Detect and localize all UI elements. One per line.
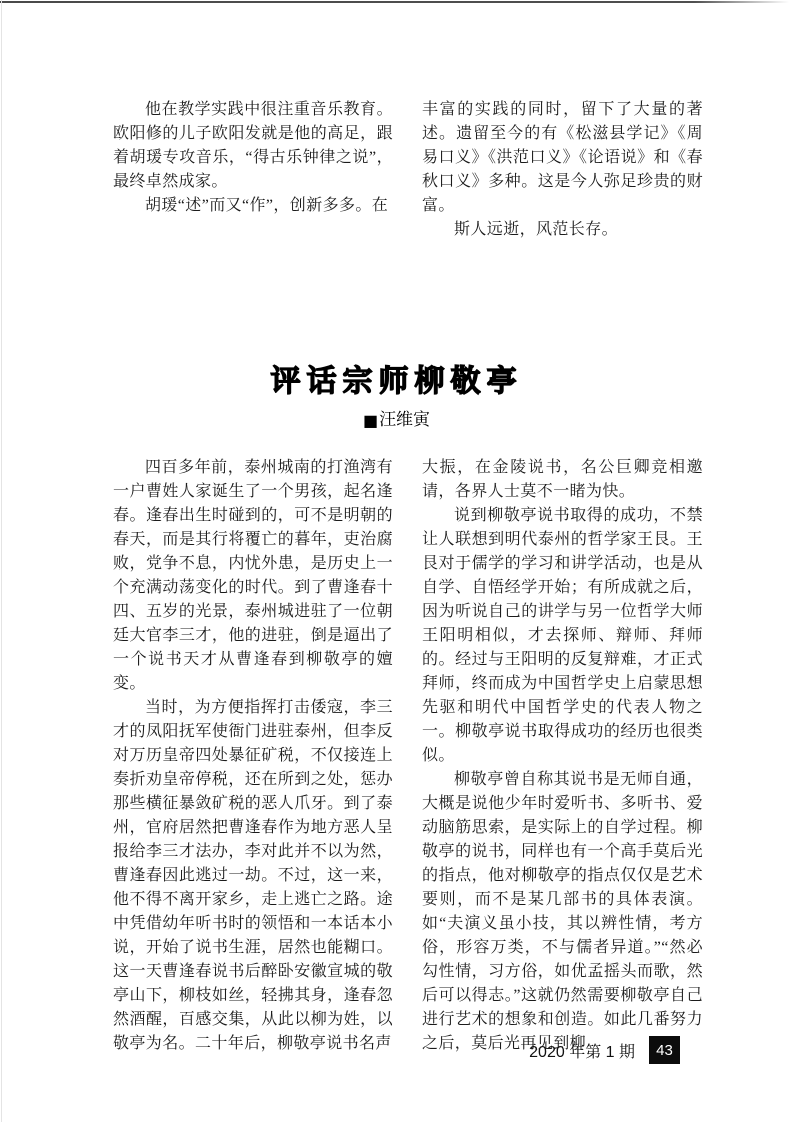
page-top-border [0,1,789,3]
page-footer [422,1036,680,1064]
author-square-marker: ■ [362,411,379,430]
page-left-border [1,0,2,1122]
paragraph: 他在教学实践中很注重音乐教育。欧阳修的儿子欧阳发就是他的高足，跟着胡瑗专攻音乐，“得古乐钟律之说”，最终卓然成家。 [113,101,393,190]
paragraph: 说到柳敬亭说书取得的成功，不禁让人联想到明代泰州的哲学家王艮。王艮对于儒学的学习和讲学活动，也是从自学、自悟经学开始；有所成就之后，因为听说自己的讲学与另一位哲学大师王阳明相似，才去探师、辩师、拜师的。经过与王阳明的反复辩难，才正式拜师，终而成为中国哲学史上启蒙思想先驱和明代中国哲学史的代表人物之一。柳敬亭说书取得成功的经历也很类似。 [422,507,703,764]
prev-article-left-column [113,98,393,218]
author-name: 汪维寅 [379,410,431,429]
paragraph: 胡瑗“述”而又“作”，创新多多。在 [145,197,389,214]
paragraph: 四百多年前，泰州城南的打渔湾有一户曹姓人家诞生了一个男孩，起名逢春。逢春出生时碰到的，可不是明朝的春天，而是其行将覆亡的暮年，吏治腐败，党争不息，内忧外患，是历史上一个充满动荡变化的时代。到了曹逢春十四、五岁的光景，泰州城进驻了一位朝廷大官李三才，他的进驻，倒是逼出了一个说书天才从曹逢春到柳敬亭的嬗变。 [113,459,393,692]
page-number-badge: 43 [649,1036,680,1064]
article-title: 评话宗师柳敬亭 [270,364,523,399]
prev-article-right-column [422,98,703,242]
paragraph: 大振，在金陵说书，名公巨卿竞相邀请，各界人士莫不一睹为快。 [422,459,703,500]
article-right-column [422,456,703,1056]
paragraph: 当时，为方便指挥打击倭寇，李三才的凤阳抚军使衙门进驻泰州，但李反对万历皇帝四处暴征矿税，不仅接连上奏折劝皇帝停税，还在所到之处，惩办那些横征暴敛矿税的恶人爪牙。到了泰州，官府居然把曹逢春作为地方恶人呈报给李三才法办，李对此并不以为然，曹逢春因此逃过一劫。不过，这一来，他不得不离开家乡，走上逃亡之路。途中凭借幼年听书时的领悟和一本话本小说，开始了说书生涯，居然也能糊口。这一天曹逢春说书后醉卧安徽宣城的敬亭山下，柳枝如丝，轻拂其身，逢春忽然酒醒，百感交集，从此以柳为姓，以敬亭为名。二十年后，柳敬亭说书名声 [113,699,393,1052]
paragraph: 柳敬亭曾自称其说书是无师自通，大概是说他少年时爱听书、多听书、爱动脑筋思索，是实际上的自学过程。柳敬亭的说书，同样也有一个高手莫后光的指点，他对柳敬亭的指点仅仅是艺术要则，而不是某几部书的具体表演。如“夫演义虽小技，其以辨性情，考方俗，形容万类，不与儒者异道。”“然必勾性情，习方俗，如优孟摇头而歌，然后可以得志。”这就仍然需要柳敬亭自己进行艺术的想象和创造。如此几番努力之后，莫后光再见到柳 [422,771,703,1052]
issue-label: 2020 年第 1 期 [529,1043,635,1061]
paragraph: 丰富的实践的同时，留下了大量的著述。遗留至今的有《松滋县学记》《周易口义》《洪范口义》《论语说》和《春秋口义》多种。这是今人弥足珍贵的财富。 [422,101,703,214]
paragraph: 斯人远逝，风范长存。 [454,221,619,238]
article-left-column [113,456,393,1056]
author-line [0,405,793,430]
